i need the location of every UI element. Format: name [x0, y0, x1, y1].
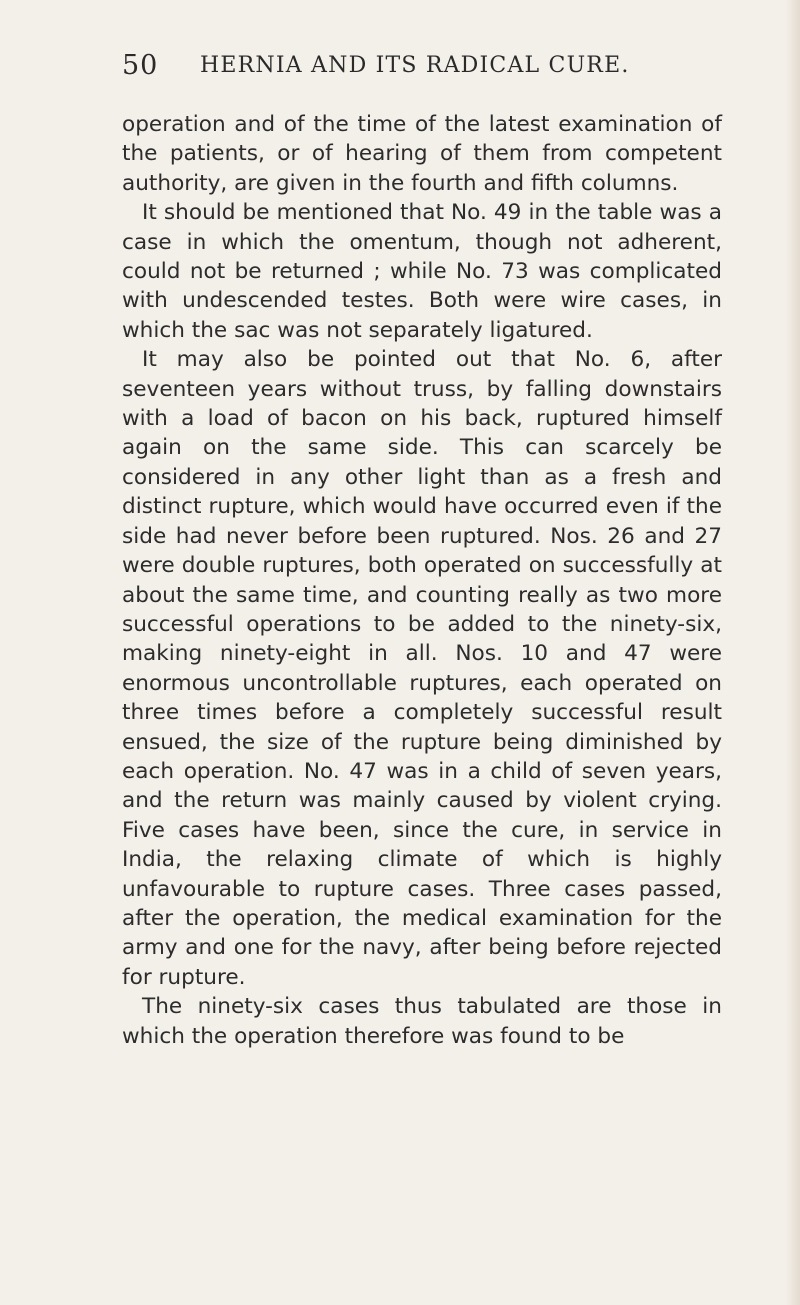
paragraph-4: The ninety-six cases thus tabulated are those in which the operation therefore was found to be [122, 994, 722, 1049]
paragraph-3: It may also be pointed out that No. 6, after seventeen years without truss, by falling downstairs with a load of bacon on his back, ruptured himself again on the same side. This can scarcely be considered in any other light than as a fresh and distinct rupture, which would have occurred even if the side had never before been ruptured. Nos. 26 and 27 were double ruptures, both operated on successfully at about the same time, and counting really as two more successful operations to be added to the ninety-six, making ninety-eight in all. Nos. 10 and 47 were enormous uncontrollable ruptures, each operated on three times before a completely successful result ensued, the size of the rupture being diminished by each operation. No. 47 was in a child of seven years, and the return was mainly caused by violent crying. Five cases have been, since the cure, in service in India, the relaxing climate of which is highly unfavourable to rupture cases. Three cases passed, after the operation, the medical examination for the army and one for the navy, after being before rejected for rupture. [122, 347, 722, 990]
paragraph-1: operation and of the time of the latest examination of the patients, or of hearing of them from competent authority, are given in the fourth and fifth columns. [122, 112, 722, 196]
page-header [122, 50, 722, 90]
running-title: HERNIA AND ITS RADICAL CURE. [200, 53, 630, 78]
page-edge-shadow [786, 0, 800, 1305]
body-text [122, 110, 722, 1051]
paragraph-2: It should be mentioned that No. 49 in the table was a case in which the omentum, though not adherent, could not be returned ; while No. 73 was complicated with undescended testes. Both were wire cases, in which the sac was not separately ligatured. [122, 200, 722, 343]
page-number: 50 [122, 50, 159, 81]
